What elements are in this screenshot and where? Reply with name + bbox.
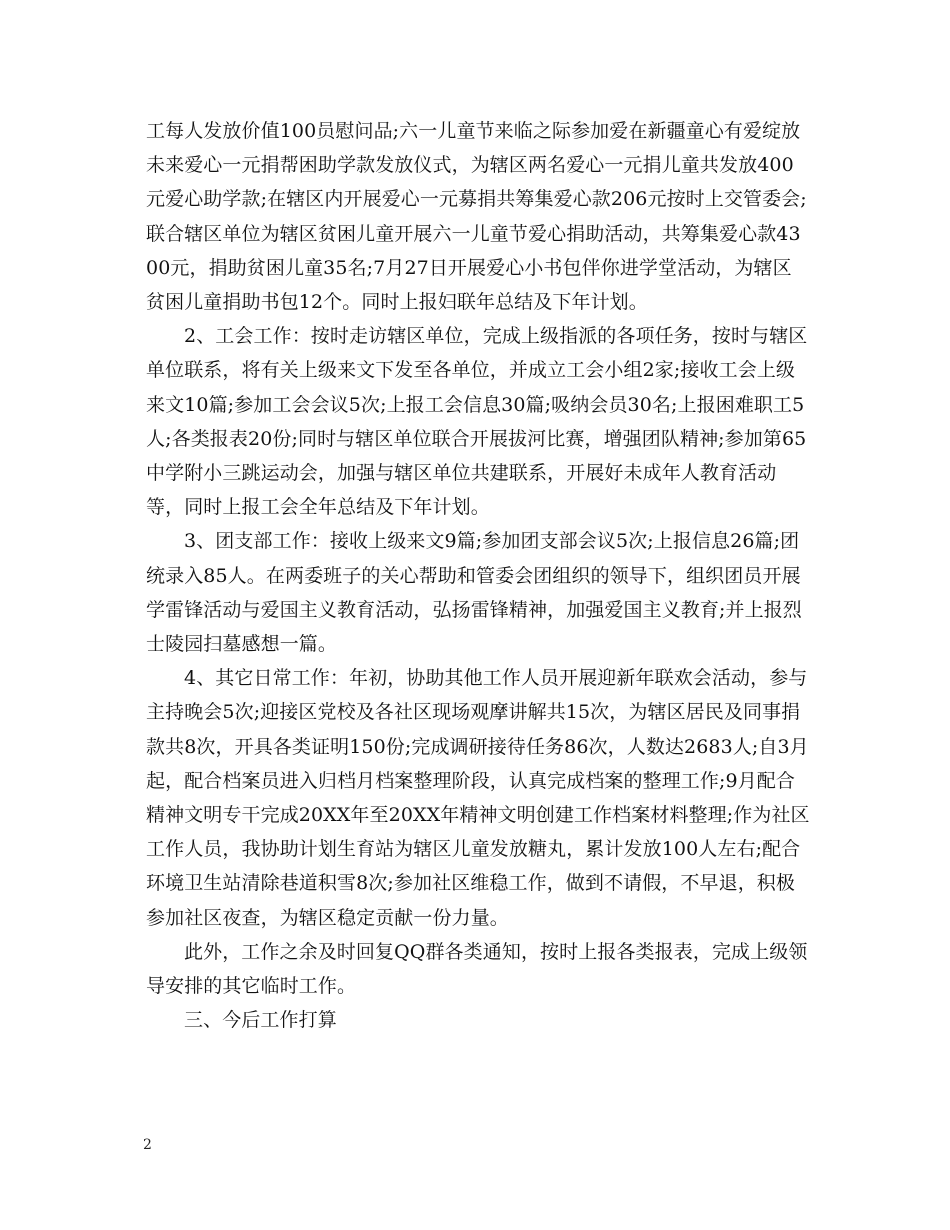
paragraph-youth-league-work: 3、团支部工作：接收上级来文9篇;参加团支部会议5次;上报信息26篇;团统录入85人。在两委班子的关心帮助和管委会团组织的领导下，组织团员开展学雷锋活动与爱国主义教育活动，弘扬雷锋精神，加强爱国主义教育;并上报烈士陵园扫墓感想一篇。 — [146, 530, 802, 656]
section-heading-future-plans: 三、今后工作打算 — [184, 1009, 337, 1032]
paragraph-continued-womens-federation: 工每人发放价值100员慰问品;六一儿童节来临之际参加爱在新疆童心有爱绽放未来爱心一元捐帮困助学款发放仪式，为辖区两名爱心一元捐儿童共发放400元爱心助学款;在辖区内开展爱心一元募捐共筹集爱心款206元按时上交管委会;联合辖区单位为辖区贫困儿童开展六一儿童节爱心捐助活动，共筹集爱心款4300元，捐助贫困儿童35名;7月27日开展爱心小书包伴你进学堂活动，为辖区贫困儿童捐助书包12个。同时上报妇联年总结及下年计划。 — [146, 120, 807, 314]
document-body — [146, 114, 810, 1037]
page-number: 2 — [143, 1137, 152, 1153]
paragraph-additional-work: 此外，工作之余及时回复QQ群各类通知，按时上报各类报表，完成上级领导安排的其它临时工作。 — [146, 940, 808, 998]
paragraph-other-daily-work: 4、其它日常工作：年初，协助其他工作人员开展迎新年联欢会活动，参与主持晚会5次;迎接区党校及各社区现场观摩讲解共15次，为辖区居民及同事捐款共8次，开具各类证明150份;完成调研接待任务86次，人数达2683人;自3月起，配合档案员进入归档月档案整理阶段，认真完成档案的整理工作;9月配合精神文明专干完成20XX年至20XX年精神文明创建工作档案材料整理;作为社区工作人员，我协助计划生育站为辖区儿童发放糖丸，累计发放100人左右;配合环境卫生站清除巷道积雪8次;参加社区维稳工作，做到不请假，不早退，积极参加社区夜查，为辖区稳定贡献一份力量。 — [146, 667, 810, 929]
paragraph-trade-union-work: 2、工会工作：按时走访辖区单位，完成上级指派的各项任务，按时与辖区单位联系，将有关上级来文下发至各单位，并成立工会小组2家;接收工会上级来文10篇;参加工会会议5次;上报工会信息30篇;吸纳会员30名;上报困难职工5人;各类报表20份;同时与辖区单位联合开展拔河比赛，增强团队精神;参加第65中学附小三跳运动会，加强与辖区单位共建联系，开展好未成年人教育活动等，同时上报工会全年总结及下年计划。 — [146, 325, 808, 519]
